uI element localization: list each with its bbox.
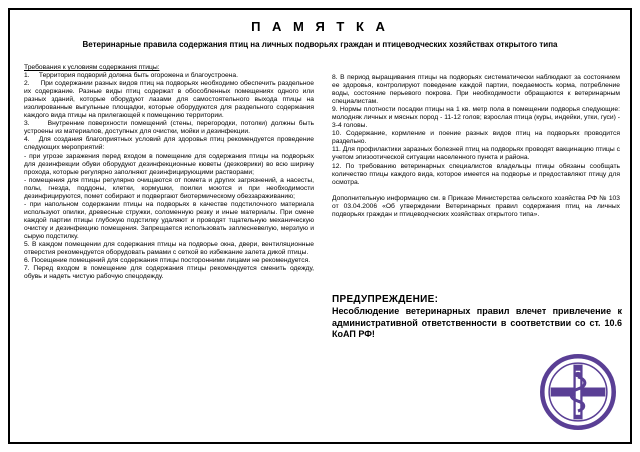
paragraph: 8. В период выращивания птицы на подворьях систематически наблюдают за состоянием ее здоровья, контролируют поведение каждой партии, поедаемость корма, потребление воды, состояние перьевого покрова. При необходимости обращаются к ветеринарным специалистам.: [332, 74, 620, 106]
page-subtitle: Ветеринарные правила содержания птиц на личных подворьях граждан и птицеводческих хозяйствах открытого типа: [82, 40, 558, 49]
paragraph: - при напольном содержании птицы на подворьях в качестве подстилочного материала используют опилки, древесные стружки, соломенную резку и иные материалы. При смене каждой партии птицы глубокую подстилку удаляют и проводят тщательную механическую очистку и дезинфекцию помещения. Запрещается использовать заплесневелую, мерзлую и сырую подстилку.: [24, 200, 314, 240]
paragraph: - помещения для птицы регулярно очищаются от помета и других загрязнений, а насесты, полы, гнезда, поддоны, клетки, кормушки, поилки моются и при необходимости дезинфицируются, помет собирают и подвергают биотермическому обеззараживанию;: [24, 176, 314, 200]
paragraph: 1. Территория подворий должна быть огорожена и благоустроена.: [24, 72, 238, 80]
paragraph: 3. Внутренние поверхности помещений (стены, перегородки, потолки) должны быть устроены из материалов, доступных для очистки, мойки и дезинфекции.: [24, 120, 314, 136]
paragraph: 12. По требованию ветеринарных специалистов владельцы птицы обязаны сообщать количество птицы каждого вида, которое имеется на подворье и предоставляют птицу для осмотра.: [332, 162, 620, 186]
veterinary-emblem-icon: [540, 354, 616, 430]
paragraph: 9. Нормы плотности посадки птицы на 1 кв. метр пола в помещении подворья следующие: молодняк личных и мясных пород - 11-12 голов; взрослая птица (куры, индейки, утки, гуси) - 3-4 головы.: [332, 106, 620, 130]
paragraph: 2. При содержании разных видов птиц на подворьях необходимо обеспечить раздельное их содержание. Разные виды птиц содержат в обособленных помещениях одного или разных зданий, которые оборудуют лазами для самостоятельного выхода птицы на изолированные выгульные площадки, которые оборудуются для раздельного содержания каждого вида птицы на прилегающей к помещению территории.: [24, 80, 314, 120]
warning-title: ПРЕДУПРЕЖДЕНИЕ:: [332, 294, 439, 305]
paragraph: 10. Содержание, кормление и поение разных видов птиц на подворьях проводится раздельно.: [332, 130, 620, 146]
left-column: [24, 64, 314, 281]
paragraph: - при угрозе заражения перед входом в помещение для содержания птицы на подворьях для дезинфекции обуви оборудуют дезинфекционные кюветы (дезковрики) во всю ширину прохода, которые регулярно заполняют дезинфицирующими растворами;: [24, 152, 314, 176]
page-title: П А М Я Т К А: [251, 19, 389, 34]
warning-text: Несоблюдение ветеринарных правил влечет привлечение к административной ответственности в соответствии со ст. 10.6 КоАП РФ!: [332, 306, 622, 339]
paragraph: 7. Перед входом в помещение для содержания птицы рекомендуется сменить одежду, обувь и надеть чистую рабочую спецодежду.: [24, 265, 314, 281]
paragraph: 11. Для профилактики заразных болезней птиц на подворьях проводят вакцинацию птицы с учетом эпизоотической ситуации населенного пункта и района.: [332, 146, 620, 162]
paragraph: 5. В каждом помещении для содержания птицы на подворье окна, двери, вентиляционные отверстия рекомендуется оборудовать рамами с сеткой во избежание залета дикой птицы.: [24, 241, 314, 257]
paragraph: 6. Посещение помещений для содержания птицы посторонними лицами не рекомендуется.: [24, 257, 311, 265]
reference-note: Дополнительную информацию см. в Приказе Министерства сельского хозяйства РФ № 103 от 03.04.2006 «Об утверждении Ветеринарных правил содержания птиц на личных подворьях граждан и птицеводческих хозяйствах открытого типа».: [332, 194, 620, 218]
right-column: [332, 74, 620, 219]
paragraph: 4. Для создания благоприятных условий для здоровья птиц рекомендуется проведение следующих мероприятий:: [24, 136, 314, 152]
memo-sheet: [8, 8, 632, 444]
warning-block: [332, 294, 622, 341]
requirements-heading: Требования к условиям содержания птицы:: [24, 64, 160, 71]
